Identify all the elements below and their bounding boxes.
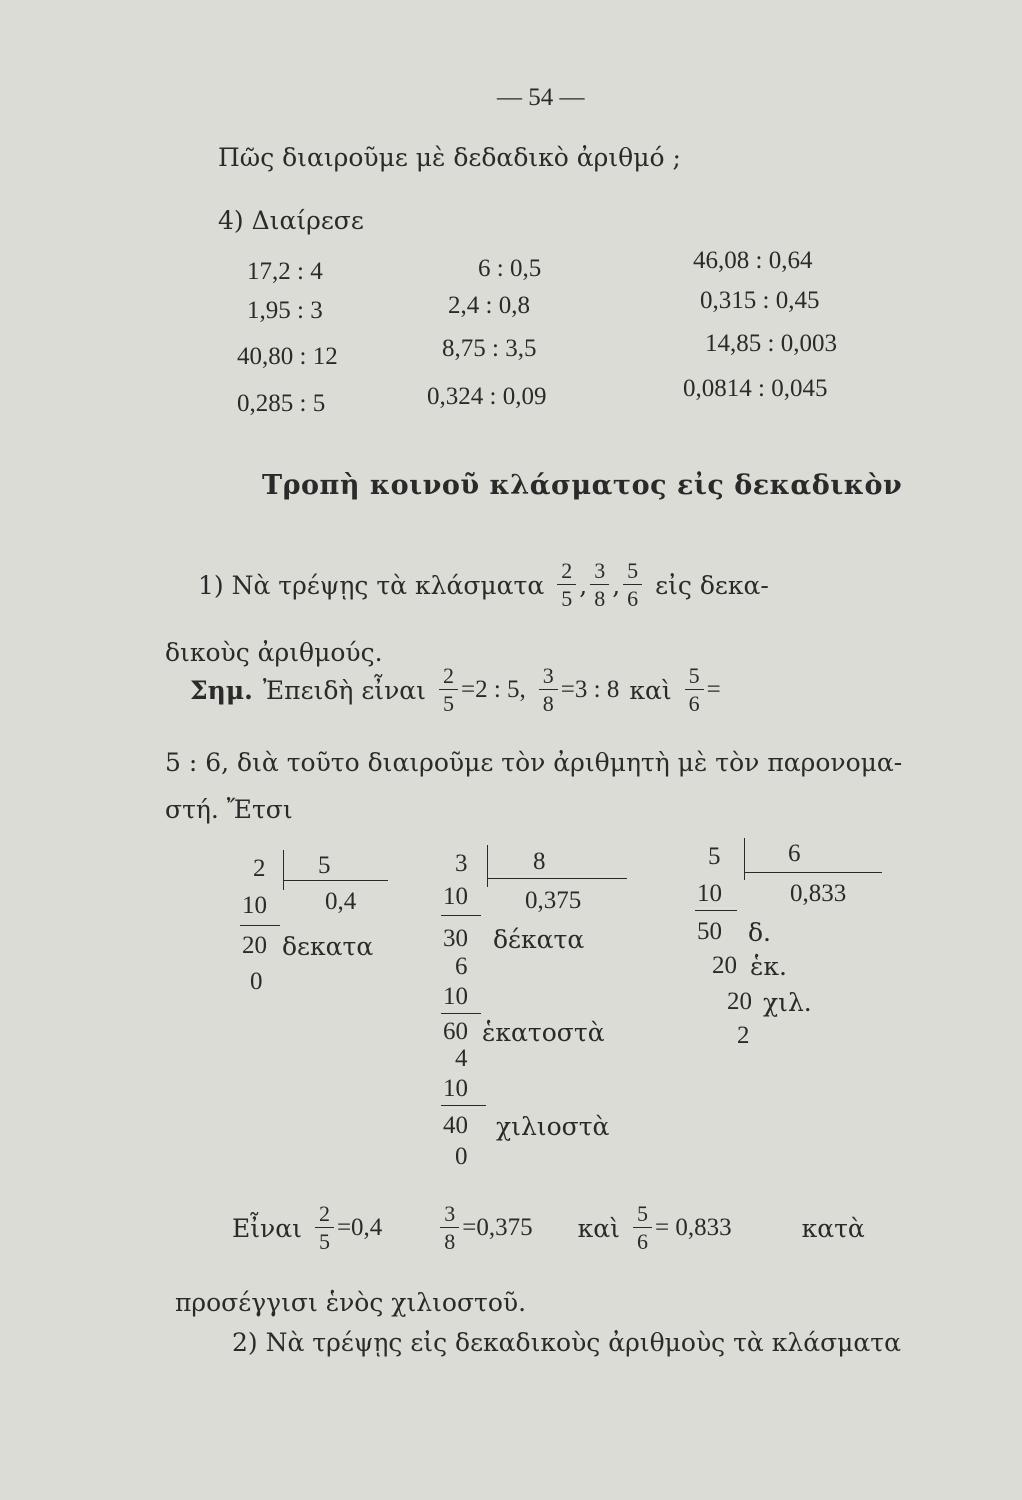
exercise-1-line-2: δικοὺς ἀριθμούς.: [165, 638, 383, 667]
division-item: 0,0814 : 0,045: [683, 375, 828, 402]
exercise-2-line: 2) Νὰ τρέψῃς εἰς δεκαδικοὺς ἀριθμοὺς τὰ κλάσματα: [232, 1328, 902, 1357]
quotient: 0,833: [790, 880, 847, 907]
fraction-3-8: $\frac{3}{8}$: [440, 1203, 459, 1253]
step: 2: [737, 1022, 750, 1049]
dividend: 5: [708, 843, 721, 870]
step-label: χιλιοστὰ: [496, 1112, 610, 1141]
fraction-5-6: $\frac{5}{6}$: [685, 665, 704, 715]
fraction-3-8: $\frac{3}{8}$: [539, 665, 558, 715]
step: 6: [455, 953, 468, 980]
exercise-4-label: 4) Διαίρεσε: [218, 206, 364, 235]
step-label: ἑκ.: [750, 952, 787, 981]
step: 20: [727, 988, 752, 1015]
division-item: 1,95 : 3: [247, 297, 323, 324]
quotient: 0,375: [525, 887, 582, 914]
step: 40: [443, 1112, 468, 1139]
fraction-3-8: $\frac{3}{8}$: [590, 560, 609, 610]
step-label: ἑκατοστὰ: [482, 1018, 605, 1047]
division-item: 8,75 : 3,5: [442, 335, 537, 362]
step: 50: [697, 918, 722, 945]
step-label: χιλ.: [763, 988, 812, 1017]
division-item: 0,285 : 5: [237, 390, 326, 417]
step-label: δ.: [748, 918, 771, 947]
exercise-1-line: 1) Νὰ τρέψῃς τὰ κλάσματα $\frac{2}{5}$ , $\frac{3}{8}$ , $\frac{5}{6}$ εἰς δεκα-: [198, 558, 769, 611]
division-item: 2,4 : 0,8: [448, 292, 530, 319]
section-title: Τροπὴ κοινοῦ κλάσματος εἰς δεκαδικὸν: [262, 470, 903, 501]
step: 20: [242, 932, 267, 959]
step: 0: [455, 1143, 468, 1170]
step: 10: [443, 883, 468, 910]
step: 20: [712, 952, 737, 979]
note-label: Σημ.: [190, 675, 253, 705]
step-label: δέκατα: [493, 925, 585, 954]
step: 4: [455, 1045, 468, 1072]
note-text: Ἐπειδὴ εἶναι: [262, 675, 426, 705]
step: 10: [697, 880, 722, 907]
dividend: 2: [253, 855, 266, 882]
note-line: Σημ. Ἐπειδὴ εἶναι $\frac{2}{5}$ =2 : 5, $\frac{3}{8}$ =3 : 8 καὶ $\frac{5}{6}$ =: [190, 663, 721, 716]
result-line-2: προσέγγισι ἑνὸς χιλιοστοῦ.: [175, 1288, 527, 1317]
divisor: 8: [533, 848, 546, 875]
division-item: 0,324 : 0,09: [427, 383, 547, 410]
divisor: 6: [788, 840, 801, 867]
division-item: 6 : 0,5: [478, 255, 542, 282]
step: 10: [242, 892, 267, 919]
fraction-5-6: $\frac{5}{6}$: [633, 1203, 652, 1253]
quotient: 0,4: [325, 888, 357, 915]
exercise-1-suffix: εἰς δεκα-: [655, 570, 769, 600]
result-line: Εἶναι $\frac{2}{5}$ =0,4 $\frac{3}{8}$ =0,375 καὶ $\frac{5}{6}$ = 0,833 κατὰ: [232, 1201, 865, 1254]
step: 10: [443, 1075, 468, 1102]
division-item: 40,80 : 12: [237, 343, 338, 370]
exercise-1-prefix: 1) Νὰ τρέψῃς τὰ κλάσματα: [198, 570, 545, 600]
step: 60: [443, 1018, 468, 1045]
note-line-2: 5 : 6, διὰ τοῦτο διαιροῦμε τὸν ἀριθμητὴ μὲ τὸν παρονομα-: [165, 748, 903, 777]
step: 10: [443, 983, 468, 1010]
fraction-5-6: $\frac{5}{6}$: [623, 560, 642, 610]
division-item: 0,315 : 0,45: [700, 287, 820, 314]
step-label: δεκατα: [282, 932, 374, 961]
fraction-2-5: $\frac{2}{5}$: [557, 560, 576, 610]
step: 30: [443, 925, 468, 952]
division-item: 46,08 : 0,64: [693, 247, 813, 274]
fraction-2-5: $\frac{2}{5}$: [439, 665, 458, 715]
note-line-3: στή. Ἔτσι: [165, 795, 293, 824]
dividend: 3: [455, 850, 468, 877]
page-number: — 54 —: [497, 84, 585, 111]
question-heading: Πῶς διαιροῦμε μὲ δεδαδικὸ ἀριθμό ;: [218, 143, 681, 172]
step: 0: [250, 968, 263, 995]
result-prefix: Εἶναι: [232, 1213, 302, 1243]
division-item: 17,2 : 4: [247, 258, 323, 285]
fraction-2-5: $\frac{2}{5}$: [315, 1203, 334, 1253]
division-item: 14,85 : 0,003: [705, 330, 837, 357]
divisor: 5: [318, 852, 331, 879]
